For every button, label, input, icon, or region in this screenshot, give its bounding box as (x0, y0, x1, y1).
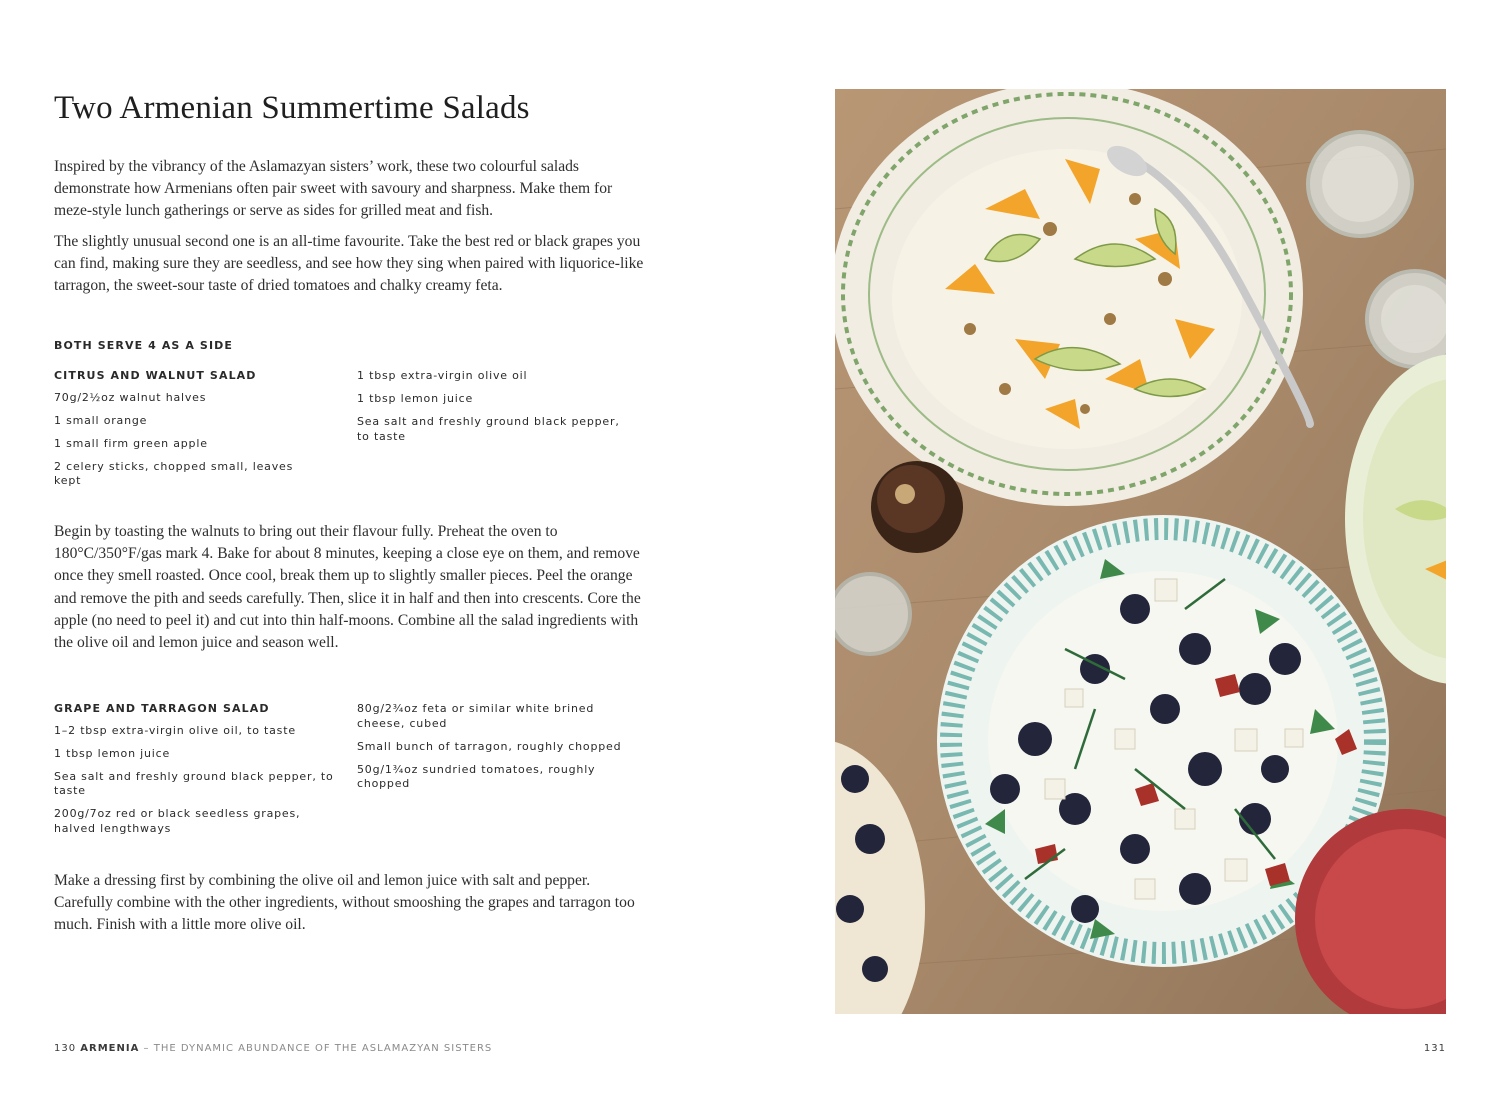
ingredient-item: Sea salt and freshly ground black pepper, to taste (54, 769, 334, 797)
ingredient-item: 2 celery sticks, chopped small, leaves kept (54, 459, 294, 487)
ingredient-item: 200g/7oz red or black seedless grapes, halved lengthways (54, 807, 301, 835)
footer-running-head (54, 1043, 492, 1054)
pepper-mill (871, 461, 963, 553)
ingredient-item: 80g/2¾oz feta or similar white brined cheese, cubed (357, 702, 595, 730)
ingredient-item: Small bunch of tarragon, roughly chopped (357, 739, 622, 753)
chapter-subtitle: THE DYNAMIC ABUNDANCE OF THE ASLAMAZYAN SISTERS (153, 1043, 493, 1054)
ingredient-item: 70g/2½oz walnut halves (54, 390, 207, 404)
ingredient-item: 1 tbsp extra-virgin olive oil (357, 369, 528, 382)
grape-ingredients-column-1 (54, 702, 344, 845)
page-number-right: 131 (1423, 1043, 1446, 1054)
ingredient-item: 1 tbsp lemon juice (54, 746, 171, 760)
citrus-method: Begin by toasting the walnuts to bring out their flavour fully. Preheat the oven to 180°C/350°F/gas mark 4. Bake for about 8 minutes, keeping a close eye on them, and remove once they smell roasted. Once cool, break them up to slightly smaller pieces. Peel the orange and remove the pith and seeds carefully. Then, slice it in half and then into crescents. Core the apple (no need to peel it) and cut into thin half-moons. Combine all the salad ingredients with the olive oil and lemon juice and season well. (54, 523, 641, 652)
ingredient-item: 1–2 tbsp extra-virgin olive oil, to taste (54, 723, 296, 737)
serves-label: BOTH SERVE 4 AS A SIDE (54, 339, 233, 352)
footer-separator: – (143, 1043, 150, 1054)
ingredient-item: Sea salt and freshly ground black pepper, to taste (357, 415, 620, 443)
food-photo (835, 89, 1446, 1014)
grape-salad-heading: GRAPE AND TARRAGON SALAD (54, 702, 270, 715)
ingredient-item: 1 small firm green apple (54, 436, 208, 450)
page-number-left: 130 (54, 1043, 77, 1054)
grape-method: Make a dressing first by combining the olive oil and lemon juice with salt and pepper. Carefully combine with the other ingredients, without smooshing the grapes and tarragon too much. Finish with a little more olive oil. (54, 872, 635, 934)
citrus-ingredients-column-1 (54, 369, 324, 497)
citrus-ingredients-column-2 (357, 369, 627, 453)
recipe-title: Two Armenian Summertime Salads (54, 90, 530, 126)
intro-paragraph-2: The slightly unusual second one is an all-time favourite. Take the best red or black grapes you can find, making sure they are seedless, and see how they sing when paired with liquorice-like tarragon, the sweet-sour taste of dried tomatoes and chalky creamy feta. (54, 233, 644, 295)
chapter-name: ARMENIA (80, 1043, 140, 1054)
intro-paragraph-1: Inspired by the vibrancy of the Aslamazyan sisters’ work, these two colourful salads demonstrate how Armenians often pair sweet with savoury and sharpness. Make them for meze-style lunch gatherings or serve as sides for grilled meat and fish. (54, 158, 613, 220)
ingredient-item: 1 small orange (54, 413, 148, 427)
grape-ingredients-column-2 (357, 702, 627, 800)
ingredient-item: 50g/1¾oz sundried tomatoes, roughly chopped (357, 762, 596, 790)
salad-photo-illustration (835, 89, 1446, 1014)
ingredient-item: 1 tbsp lemon juice (357, 392, 474, 405)
citrus-salad-heading: CITRUS AND WALNUT SALAD (54, 369, 257, 382)
